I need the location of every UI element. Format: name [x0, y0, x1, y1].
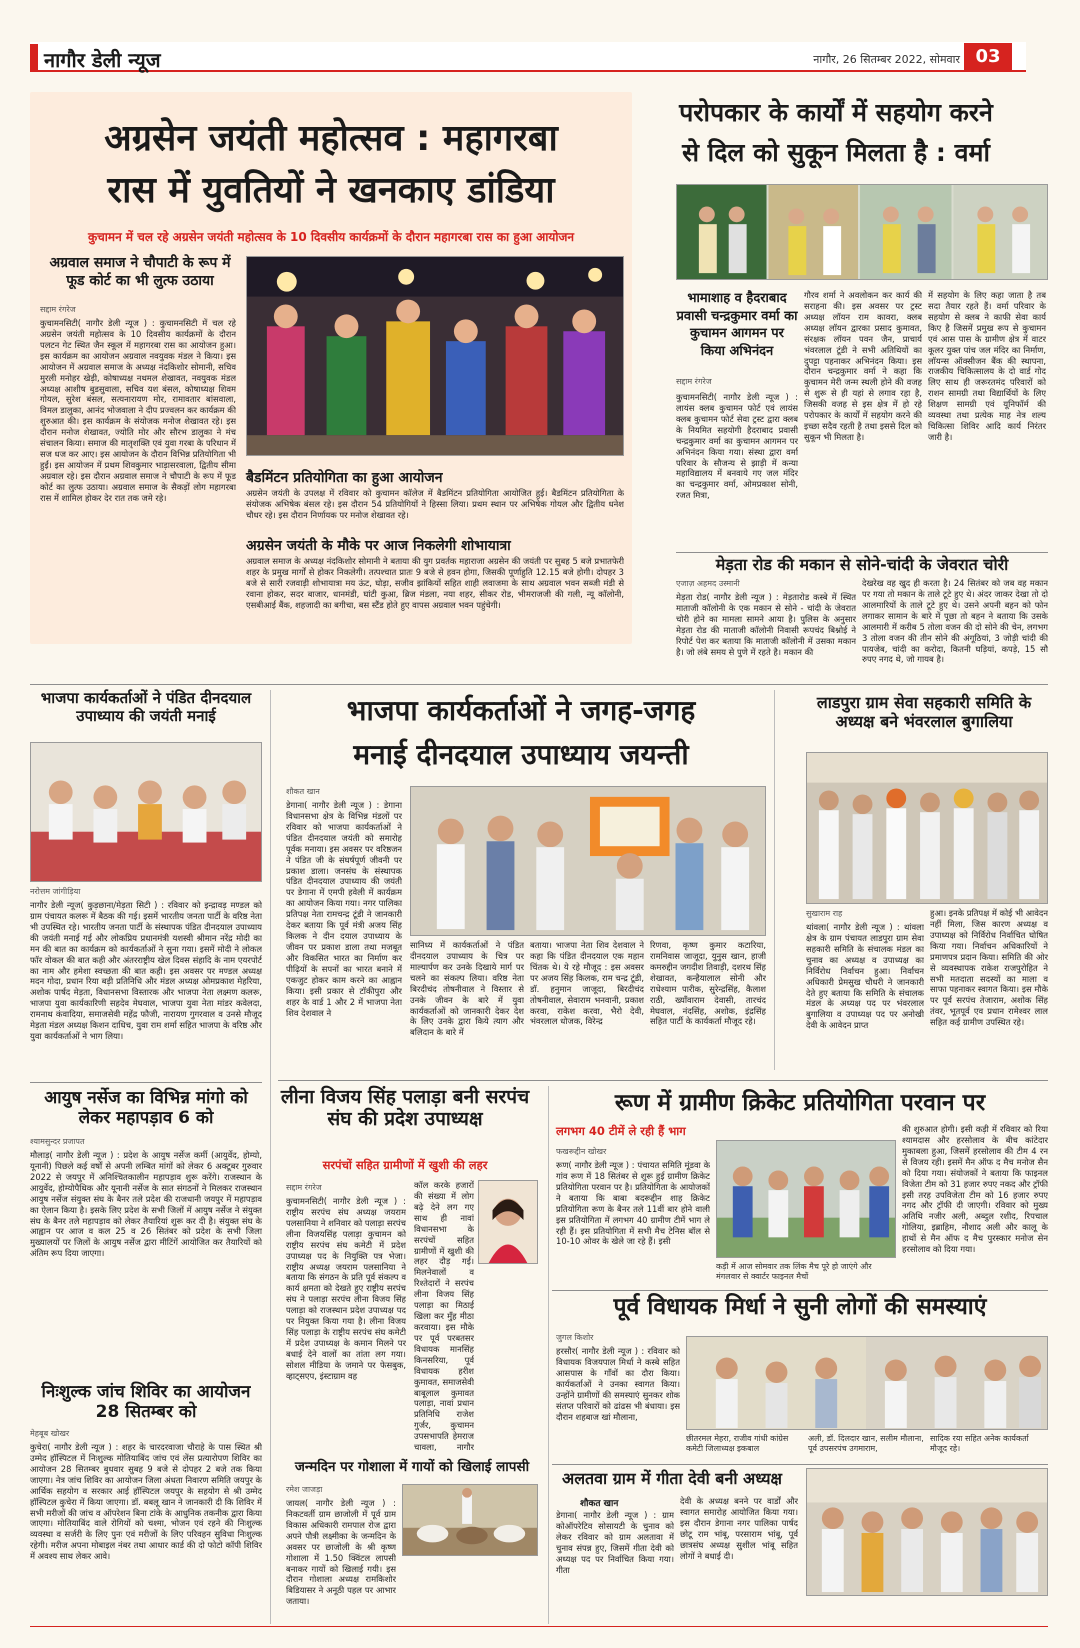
deendayal-center-body-4: रिणवा, कृष्ण कुमार कटारिया, रामनिवास जाजूदा, युनुस खान, हाजी कमरुद्दीन जगदीश तिवाड़ी, दशरथ सिंह शेखावत, कन्हैयालाल सोनी और राधेश्याम पारीक, सुरेन्द्रसिंह, कैलाश राठी, ख्याँवाराम देवासी, तारचंद मेघवाल, नंदसिंह, अशोक, इंद्रसिंह सहित पार्टी के कार्यकर्ता मौजूद रहे।	[650, 940, 766, 1027]
leena-byline: सद्दाम रंगरेज	[286, 1183, 322, 1192]
camp-headline: निःशुल्क जांच शिविर का आयोजन 28 सितम्बर को	[41, 1382, 251, 1423]
deendayal-center-headline-1: भाजपा कार्यकर्ताओं ने जगह-जगह	[346, 694, 696, 727]
paropkar-body-2: गौरव शर्मा ने अवलोकन कर कार्य की सराहना की। इस अवसर पर ट्रस्ट अध्यक्ष लॉयन राम कावरा, क्लब अध्यक्ष लॉयन द्वारका प्रसाद कुमावत, संरक्षक लॉयन पवन जैन, प्राचार्य भंवरलाल टूंडी ने सभी अतिथियों का दुपट्टा पहनाकर अभिनंदन किया। इस दौरान चन्द्रकुमार वर्मा ने कहा कि कुचामन मेरी जन्म स्थली होने की वजह से शुरू से ही यहां से लगाव रहा है, जिसकी वजह से इस क्षेत्र में हो रहे परोपकार के कार्यों में सहयोग करने की इच्छा सदैव रहती है तथा इससे दिल को सुकून भी मिलता है।	[804, 290, 922, 442]
paropkar-byline: सद्दाम रंगरेज	[676, 377, 712, 386]
shobhayatra-head: अग्रसेन जयंती के मौके पर आज निकलेगी शोभायात्रा	[246, 538, 511, 554]
cricket-photo-caption: कड़ी में आज सोमवार तक लिंक मैच पूरे हो जाएंगे और मंगलवार से क्वार्टर फाइनल मैचों	[716, 1262, 872, 1281]
altawa-photo	[806, 1468, 1048, 1596]
mertaroad-headline: मेड़ता रोड की मकान से सोने-चांदी के जेवरात चोरी	[715, 555, 1009, 574]
cricket-subhead: लगभग 40 टीमें ले रही हैं भाग	[556, 1124, 686, 1138]
ayush-body: मौलाड़( नागौर डेली न्यूज ) : प्रदेश के आयुष नर्सेज कर्मी (आयुर्वेद, होम्यो, यूनानी) पिछले कई वर्षों से अपनी लम्बित मांगों को लेकर 6 अक्टूबर गुरुवार 2022 से जयपुर में अनिश्चितकालीन महापड़ाव शुरू करेंगे। राजस्थान के आयुर्वेद, होम्योपैथिक और यूनानी नर्सेज के सात संगठनों ने मिलकर राजस्थान आयुष नर्सेज संयुक्त संघ के बैनर तले प्रदेश की राजधानी जयपुर में महापड़ाव का ऐलान किया है। इसके लिए प्रदेश के सभी जिलों में आयुष नर्सेज ने संयुक्त संघ के बैनर तले महापड़ाव को लेकर तैयारियां शुरू कर दी है। संयुक्त संघ के आह्वान पर आज व कल 25 व 26 सितंबर को प्रदेश के सभी जिला मुख्यालयों पर जिलों के आयुष नर्सेज द्वारा मीटिंगें आयोजित कर तैयारियों को अंतिम रूप दिया जाएगा।	[30, 1150, 262, 1259]
column-rule-right	[774, 690, 775, 1070]
masthead-dateline: नागौर, 26 सितम्बर 2022, सोमवार	[813, 53, 960, 66]
leena-subhead: सरपंचों सहित ग्रामीणों में खुशी की लहर	[322, 1158, 488, 1172]
leena-headline: लीना विजय सिंह पलाड़ा बनी सरपंच संघ की प्रदेश उपाध्यक्ष	[280, 1086, 530, 1131]
deendayal-left-photo	[30, 742, 262, 882]
paropkar-body-1: कुचामनसिटी( नागौर डेली न्यूज ) : लायंस क्लब कुचामन फोर्ट एवं लायंस क्लब कुचामन फोर्ट सेवा ट्रस्ट द्वारा क्लब के नियमित सहयोगी हैदराबाद प्रवासी चन्द्रकुमार वर्मा का कुचामन आगमन पर अभिनंदन किया गया। संस्था द्वारा वर्मा परिवार के सौजन्य से झाड़ी में कन्या महाविद्यालय में बनवाये गए जल मंदिर का चन्द्रकुमार वर्मा, ओमप्रकाश सोनी, रजत मित्रा,	[676, 392, 798, 501]
deendayal-left-byline: नरोत्तम जांगीड़िया	[30, 887, 81, 896]
divider-mid-row	[30, 684, 1048, 685]
mirdha-caption-2: अली, डॉ. दिलदार खान, सलीम मौलाना, पूर्व उपसरपंच उगमाराम,	[808, 1434, 924, 1453]
gaushala-headline: जन्मदिन पर गोशाला में गायों को खिलाई लापसी	[294, 1459, 530, 1475]
altawa-body-1: डेगाना( नागौर डेली न्यूज ) : ग्राम कोऑपरेटिव सोसायटी के चुनाव को लेकर रविवार को ग्राम अलतावा में चुनाव संपन्न हुए, जिसमें गीता देवी को अध्यक्ष पद पर निर्वाचित किया गया। गीता	[556, 1510, 674, 1575]
ladpura-body-1: थांवला( नागौर डेली न्यूज ) : थांवला क्षेत्र के ग्राम पंचायत लाडपुरा ग्राम सेवा सहकारी समिति के संचालक मंडल का चुनाव का अध्यक्ष व उपाध्यक्ष का निर्विरोध निर्वाचन हुआ। निर्वाचन अधिकारी प्रेमसुख चौधरी ने जानकारी देते हुए बताया कि समिति के संचालक मंडल के अध्यक्ष पद पर भंवरलाल बुगालिया व उपाध्यक्ष पद पर अनोखी देवी के आवेदन प्राप्त	[806, 922, 924, 1031]
mertaroad-body-1: मेड़ता रोड( नागौर डेली न्यूज ) : मेड़तारोड कस्बे में स्थित माताजी कॉलोनी के एक मकान से सोने - चांदी के जेवरात चोरी होने का मामला सामने आया है। पुलिस के अनुसार मेड़ता रोड की माताजी कॉलोनी निवासी रूपचंद बिश्नोई ने रिपोर्ट पेश कर बताया कि माताजी कॉलोनी में उसका मकान है। जो लंबे समय से पुणे में रहते है। मकान की	[676, 592, 856, 657]
altawa-byline: शौकत खान	[580, 1499, 619, 1509]
divider-lower-left	[30, 1082, 262, 1083]
paropkar-headline-2: से दिल को सुकून मिलता है : वर्मा	[682, 138, 990, 167]
mirdha-caption-3: सादिक रया सहित अनेक कार्यकर्ता मौजूद रहे।	[930, 1434, 1029, 1453]
altawa-headline: अलतवा ग्राम में गीता देवी बनी अध्यक्ष	[561, 1469, 783, 1488]
paropkar-headline-1: परोपकार के कार्यों में सहयोग करने	[679, 98, 993, 127]
agrasen-side-head: अग्रवाल समाज ने चौपाटी के रूप में फूड कोर्ट का भी लुत्फ उठाया	[49, 255, 231, 290]
cricket-body-2: की शुरुआत होगी। इसी कड़ी में रविवार को रिया श्यामदास और हरसोलाव के बीच कांटेदार मुकाबला हुआ, जिसमें हरसोलाव की टीम 4 रन से विजय रही। इसमें मैन ऑफ द मैच मनोज सैन को दिया गया। संयोजकों ने बताया कि फाइनल विजेता टीम को 31 हजार रुपए नकद और ट्रॉफी इसी तरह उपविजेता टीम को 16 हजार रुपए नगद और ट्रॉफी दी जाएगी। रविवार को मुख्य अतिथि नजीर अली, अब्दुल रशीद, रिपचाल गोलिया, इब्राहिम, नौशाद अली और कालू के हाथों से मैन ऑफ द मैच पुरस्कार मनोज सेन हरसोलाव को दिया गया।	[902, 1124, 1048, 1255]
deendayal-left-body: नागौर डेली न्यूज( कुड़छाना/मेड़ता सिटी ) : रविवार को इन्द्रावड़ मण्डल को ग्राम पंचायत कलरू में बैठक की गई। इसमें भारतीय जनता पार्टी के वरिष्ठ नेता भी उपस्थित रहे। भारतीय जनता पार्टी के संस्थापक पंडित दीनदयाल उपाध्याय की जयंती मनाई गई और लोकप्रिय प्रधानमंत्री यशस्वी श्रीमान नरेंद्र मोदी का मन की बात का कार्यक्रम को कार्यकर्ताओं ने सुना गया। इसमें मोदी ने लोकल फॉर वोकल की बात कही और अंतरराष्ट्रीय खेल दिवस संहादि के नाम एयरपोर्ट का नाम और हमेशा स्वच्छता की बात कही। इस अवसर पर मण्डल अध्यक्ष मदन गोदा, प्रधान रिया बड़ी प्रतिनिधि और मंडल अध्यक्ष ओमप्रकाश मेहरिया, अशोक पार्षद मेड़ता, विधानसभा विस्तारक और भाजपा नेता लक्ष्मण कलरू, भाजपा युवा कार्यकारिणी सहदेव मेघवाल, भाजपा युवा नेता मांडर कवेलदा, रामनाथ कंवादिया, समाजसेवी महेंद्र फौजी, नारायण गुगरवाल व उनसे मौजूद मेड़ता मंडल अध्यक्ष किशन दाधिच, युवा राम शर्मा सहित भाजपा के वरिष्ठ और युवा कार्यकर्ताओं ने भाग लिया।	[30, 900, 262, 1042]
paropkar-photo	[676, 184, 1048, 280]
mirdha-photo	[686, 1336, 1048, 1430]
gaushala-photo	[402, 1484, 538, 1556]
deendayal-center-headline-2: मनाई दीनदयाल उपाध्याय जयन्ती	[353, 738, 689, 771]
mertaroad-byline: एजाज़ अहमद उस्मानी	[676, 579, 740, 588]
mirdha-headline: पूर्व विधायक मिर्धा ने सुनी लोगों की समस्याएं	[613, 1294, 987, 1320]
ladpura-headline: लाडपुरा ग्राम सेवा सहकारी समिति के अध्यक्ष बने भंवरलाल बुगालिया	[816, 693, 1032, 731]
deendayal-center-byline: शौकत खान	[286, 787, 320, 796]
mertaroad-body-2: देखरेख वह खुद ही करता है। 24 सितंबर को जब वह मकान पर गया तो मकान के ताले टूटे हुए थे। अंदर जाकर देखा तो दो आलमारियों के ताले टूटे हुए थे। उसने अपनी बहन को फोन लगाकर सामान के बारे में पूछा तो बहन ने बताया कि उसके आलमारी में करीब 5 तोला वजन की दो सोने की चेन, लगभग 3 तोला वजन की तीन सोने की अंगूठियां, 3 जोड़ी चांदी की पायजेब, चांदी का करोदा, कितनी घड़ियां, कपड़े, 15 सौ रुपए नगद थे, जो गायब है।	[862, 578, 1048, 665]
shobhayatra-body: अग्रवाल समाज के अध्यक्ष नंदकिशोर सोमानी ने बताया की युग प्रवर्तक महाराजा अग्रसेन की जयंती पर सुबह 5 बजे प्रभातफेरी शहर के प्रमुख मार्गों से होकर निकलेगी। तत्पश्चात प्रातः 9 बजे से हवन होगा, जिसकी पूर्णाहुति 12.15 बजे होगी। दोपहर 3 बजे से सारी रजवाड़ी शोभायात्रा मय ऊंट, घोड़ा, सजीव झांकियों सहित शाही लवाजमा के साथ अग्रवाल भवन सब्जी मंडी से रवाना होकर, सदर बाजार, धानमंडी, घांटी कुआ, ब्रिज मंडला, नया शहर, सीकर रोड, भीमराजजी की गली, न्यू कॉलोनी, एसबीआई बैंक, शहजादी का बगीचा, बस स्टैंड होते हुए वापस अग्रवाल भवन पहुंचेगी।	[246, 556, 624, 610]
divider-lower-center	[278, 1080, 1048, 1081]
badminton-head: बैडमिंटन प्रतियोगिता का हुआ आयोजन	[246, 470, 443, 486]
camp-body: कुचेरा( नागौर डेली न्यूज ) : शहर के चारदरवाजा चौराहे के पास स्थित श्री उम्मेद हॉस्पिटल में निःशुल्क मोतियाबिंद जांच एवं लेंस प्रत्यारोपण शिविर का आयोजन 28 सितम्बर बुधवार सुबह 9 बजे से दोपहर 2 बजे तक किया जाएगा। नेत्र जांच शिविर का आयोजन जिला अंधता निवारण समिति जयपुर के आर्थिक सहयोग व सरकार आई हॉस्पिटल जयपुर के सहयोग से श्री उम्मेद हॉस्पिटल कुचेरा में किया जाएगा। डॉ. बबलू खान ने जानकारी दी कि शिविर में सभी मरीजों की जांच व ऑपरेशन बिना टांके के आधुनिक तकनीक द्वारा किया जाएगा। मोतियाबिंद वाले रोगियों को चश्मा, भोजन एवं रहने की निःशुल्क व्यवस्था व सर्जरी के लिए पुनः एवं मरीजों के लिए परिवहन सुविधा निःशुल्क रहेगी। मरीज अपना मोबाइल नंबर तथा आधार कार्ड की दो फोटो कॉपी शिविर में अवश्य साथ लेकर आवे।	[30, 1442, 262, 1562]
ladpura-photo	[806, 752, 1048, 904]
mirdha-body: हरसौर( नागौर डेली न्यूज ) : रविवार को विधायक विजयपाल मिर्धा ने कस्बे सहित आसपास के गाँवों का दौरा किया। कार्यकर्ताओं ने उनका स्वागत किया। उन्होंने ग्रामीणों की समस्याएं सुनकर शोक संतप्त परिवारों को ढांढस भी बंधाया। इस दौरान शहबाज खां मौलाना,	[556, 1346, 680, 1422]
deendayal-center-body-1: डेगाना( नागौर डेली न्यूज ) : डेगाना विधानसभा क्षेत्र के विभिन्न मंडलों पर रविवार को भाजपा कार्यकर्ताओं ने पंडित दीनदयाल जयंती को समारोह पूर्वक मनाया। इस अवसर पर वरिष्ठजन ने पंडित जी के संघर्षपूर्ण जीवनी पर प्रकाश डाला। जनसंघ के संस्थापक पंडित दीनदयाल उपाध्याय की जयंती पर डेगाना में एमपी हवेली में कार्यक्रम का आयोजन किया गया। नगर पालिका प्रतिपक्ष नेता रामचन्द्र टूंडी ने जानकारी देकर बताया कि पूर्व मंत्री अजय सिंह किलक ने दीन दयाल उपाध्याय के जीवन पर प्रकाश डाला तथा मजबूत और विकसित भारत का निर्माण कर पीढ़ियों के सपनों का भारत बनाने में एकजुट होकर काम करने का आह्वान किया। इसी प्रकार से टॉकीपुरा और शहर के वार्ड 1 और 2 में भाजपा नेता शिव देशवाल ने	[286, 800, 402, 1018]
ladpura-body-2: हुआ। इनके प्रतिपक्ष में कोई भी आवेदन नहीं मिला, जिस कारण अध्यक्ष व उपाध्यक्ष को निर्विरोध निर्वाचित घोषित किया गया। निर्वाचन अधिकारियों ने प्रमाणपत्र प्रदान किया। समिति की ओर से व्यवस्थापक राकेश राजपुरोहित ने सभी मतदाता सदस्यों का माला व साफा पहनाकर स्वागत किया। इस मौके पर पूर्व सरपंच तेजाराम, अशोक सिंह तंवर, भूतपूर्व एव प्रधान रामेश्वर लाल सहित कई ग्रामीण उपस्थित रहे।	[930, 908, 1048, 1028]
mirdha-byline: जुगल किशोर	[556, 1333, 594, 1342]
cricket-byline: फखरूद्दीन खोखर	[556, 1147, 607, 1156]
divider-mirdha	[552, 1290, 1048, 1291]
gaushala-body: जायल( नागौर डेली न्यूज ) : निकटवर्ती ग्राम छाजोली में पूर्व ग्राम विकास अधिकारी रामपाल रोज द्वारा अपने पौत्री लक्ष्मीका के जन्मदिन के अवसर पर छाजोली के श्री कृष्ण गोशाला में 1.50 क्विंटल लापसी बनाकर गायों को खिलाई गयी। इस दौरान गोशाला अध्यक्ष रामकिशोर बिडियासर ने अनूठी पहल पर आभार जताया।	[286, 1498, 396, 1607]
ayush-headline: आयुष नर्सेज का विभिन्न मांगो को लेकर महापड़ाव 6 को	[44, 1088, 248, 1129]
leena-portrait	[478, 1180, 538, 1264]
page-number-badge: 03	[964, 43, 1012, 71]
masthead-title: नागौर डेली न्यूज	[44, 48, 161, 72]
column-rule-left	[270, 690, 271, 1624]
gaushala-byline: रमेश जाजड़ा	[286, 1485, 323, 1494]
leena-body-2: कॉल करके हजारों की संख्या में लोग बढ़े देने लग गए साथ ही नावां विधानसभा के सरपंचों सहित ग्रामीणों में खुशी की लहर दौड़ गई। मिलनेवालों व रिश्तेदारों ने सरपंच लीना विजय सिंह पलाड़ा का मिठाई खिला कर मुँह मीठा करवाया। इस मौके पर पूर्व परबतसर विधायक मानसिंह किनसरिया, पूर्व विधायक हरीश कुमावत, समाजसेवी बाबूलाल कुमावत पलाड़ा, नावां प्रधान प्रतिनिधि राजेश गुर्जर, कुचामन उपसभापति हेमराज चावला, नागौर	[414, 1180, 474, 1452]
agrasen-body: कुचामनसिटी( नागौर डेली न्यूज ) : कुचामनसिटी में चल रहे अग्रसेन जयंती महोत्सव के 10 दिवसीय कार्यक्रमों के दौरान पलटन गेट स्थित जैन स्कूल में महागरबा रास का आयोजन हुआ। इस कार्यक्रम का आयोजन अग्रवाल नवयुवक मंडल ने किया। इस आयोजन में अग्रवाल समाज के अध्यक्ष नंदकिशोर सोमानी, सचिव मुरली मनोहर खेड़ी, कोषाध्यक्ष नथमल शेखावत, नवयुवक मंडल अध्यक्ष आशीष बुडसुवाला, सचिव यश बंसल, कोषाध्यक्ष शिवम गोयल, सुरेश बंसल, सत्यनारायण मोर, रामावतार बांसवाला, विमल डालुका, आनंद भोजवाला ने दीप प्रज्वलन कर कार्यक्रम की शुरुआत की। इस कार्यक्रम के संयोजक मनोज शेखावत रहे। इस दौरान मनोज शेखावत, ज्योति मोर और सौरभ डालुका ने मंच संचालन किया। समाज की मातृशक्ति एवं युवा गरबा के परिधान में सज धज कर आए। इस आयोजन के दौरान विभिन्न प्रतियोगिता भी हुईं। इस आयोजन में प्रथम शिवकुमार भाड़ासरवाला, द्वितीय सीमा अग्रवाल रहे। इस दौरान अग्रवाल समाज ने चौपाटी के रूप में फूड कोर्ट का लुत्फ उठाया। अग्रवाल समाज के सैकड़ों लोग महागरबा रास में शामिल होकर देर रात तक जमे रहे।	[40, 318, 236, 503]
badminton-body: अग्रसेन जयंती के उपलक्ष में रविवार को कुचामन कॉलेज में बैडमिंटन प्रतियोगिता आयोजित हुई। बैडमिंटन प्रतियोगिता के संयोजक अभिषेक बंसल रहे। इस दौरान 54 प्रतियोगियों ने हिस्सा लिया। प्रथम स्थान पर अभिषेक गोयल और द्वितीय धनेश चौधर रहे। इस दौरान निर्णायक पर मनोज शेखावत रहे।	[246, 488, 624, 520]
deendayal-center-body-2: सानिध्य में कार्यकर्ताओं ने पंडित दीनदयाल उपाध्याय के चित्र पर माल्यार्पण कर उनके दिखाये मार्ग पर चलने का संकल्प लिया। वरिष्ठ नेता बिरदीचंद तोषनीवाल ने विस्तार से उनके जीवन के बारे में युवा कार्यकर्ताओं को जानकारी देकर देश के लिए उनके द्वारा किये त्याग और बलिदान के बारे में	[410, 940, 524, 1038]
agrasen-headline-1: अग्रसेन जयंती महोत्सव : महागरबा	[104, 118, 558, 159]
agrasen-subhead: कुचामन में चल रहे अग्रसेन जयंती महोत्सव के 10 दिवसीय कार्यक्रमों के दौरान महागरबा रास का हुआ आयोजन	[87, 230, 575, 244]
deendayal-left-headline: भाजपा कार्यकर्ताओं ने पंडित दीनदयाल उपाध्याय की जयंती मनाई	[40, 689, 252, 725]
cricket-body-1: रूण( नागौर डेली न्यूज ) : पंचायत समिति मूंडवा के गांव रूण में 18 सितंबर से शुरू हुई ग्रामीण क्रिकेट प्रतियोगिता परवान पर है। प्रतियोगिता के आयोजकों ने बताया कि बाबा बदरूद्दीन शाह क्रिकेट प्रतियोगिता रूण के बैनर तले 11वीं बार होने वाली इस प्रतियोगिता में लगभग 40 ग्रामीण टीमें भाग ले रही हैं। इस प्रतियोगिता में सभी मैच टेनिस बॉल से 10-10 ओवर के खेले जा रहे हैं। इसी	[556, 1160, 710, 1247]
paropkar-body-3: में सहयोग के लिए कहा जाता है तब सदा तैयार रहते हैं। वर्मा परिवार के सहयोग से क्लब ने काफी सेवा कार्य किए है जिसमें प्रमुख रूप से कुचामन एवं आस पास के ग्रामीण क्षेत्र में वाटर कूलर युक्त पांच जल मंदिर का निर्माण, लॉयन्स ऑक्सीजन बैंक की स्थापना, राजकीय चिकित्सालय के दो वार्ड गोद लिए साथ ही जरूरतमंद परिवारों को राशन सामग्री तथा विद्यार्थियों के लिए शिक्षण सामग्री एवं यूनिफॉर्म की व्यवस्था तथा प्रत्येक माह नेत्र शल्य चिकित्सा शिविर आदि कार्य निरंतर जारी है।	[928, 290, 1046, 442]
divider-mertaroad	[676, 552, 1048, 553]
divider-altawa	[552, 1464, 1048, 1465]
masthead-red-tab	[30, 44, 38, 70]
leena-body-1: कुचामनसिटी( नागौर डेली न्यूज ) : राष्ट्रीय सरपंच संघ अध्यक्ष जयराम पलसानिया ने शनिवार को पलाड़ा सरपंच लीना विजयसिंह पलाड़ा कुचामन को राष्ट्रीय सरपंच संघ कमेटी में प्रदेश उपाध्यक्ष पद के नियुक्ति पत्र भेजा। राष्ट्रीय अध्यक्ष जयराम पलसानिया ने बताया कि संगठन के प्रति पूर्व संकल्प व कार्य क्षमता को देखते हुए राष्ट्रीय सरपंच संघ ने पलाड़ा सरपंच लीना विजय सिंह पलाड़ा को राजस्थान प्रदेश उपाध्यक्ष पद पर नियुक्त किया गया है। लीना विजय सिंह पलाड़ा के राष्ट्रीय सरपंच संघ कमेटी में प्रदेश उपाध्यक्ष के कमान मिलने पर बधाई देने वालों का तांता लग गया। सोशल मीडिया के जमाने पर फेसबुक, व्हाट्सएप, इंस्टाग्राम वह	[286, 1196, 406, 1381]
ladpura-byline: सुखाराम राह	[806, 909, 843, 918]
garba-photo	[246, 256, 624, 456]
altawa-body-2: देवी के अध्यक्ष बनने पर वार्डों और स्वागत समारोह आयोजित किया गया। इस दौरान डेगाना नगर पालिका पार्षद छोटू राम भांबू, परसाराम भांबू, पूर्व छात्रसंघ अध्यक्ष सुशील भांबू सहित लोगों ने बधाई दी।	[680, 1496, 798, 1561]
deendayal-center-photo	[410, 786, 766, 936]
cricket-photo	[716, 1140, 896, 1258]
agrasen-headline-2: रास में युवतियों ने खनकाए डांडिया	[107, 170, 555, 211]
cricket-headline: रूण में ग्रामीण क्रिकेट प्रतियोगिता परवान पर	[614, 1090, 986, 1116]
page-bottom-rule	[30, 1626, 1048, 1627]
paropkar-side-head: भामाशाह व हैदराबाद प्रवासी चन्द्रकुमार वर्मा का कुचामन आगमन पर किया अभिनंदन	[676, 291, 798, 359]
agrasen-byline: सद्दाम रंगरेज	[40, 305, 76, 314]
camp-byline: मेहबूब खोखर	[30, 1429, 70, 1438]
deendayal-center-body-3: बताया। भाजपा नेता शिव देशवाल ने कहा कि पंडित दीनदयाल एक महान चिंतक थे। ये रहे मौजूद : इस अवसर पर अजय सिंह किलक, राम चन्द्र टूंडी, डॉ. हनुमान जाजूदा, बिरदीचंद तोषनीवाल, सेवाराम भनवानी, प्रकाश करवा, राकेश करवा, भैरो देवी, भंवरलाल धोजक, विरेन्द्र	[530, 940, 644, 1027]
mirdha-caption-1: छीतरमल मेहरा, राजीव गांधी कांग्रेस कमेटी जिलाध्यक्ष इकबाल	[686, 1434, 789, 1453]
column-rule-lower	[548, 1086, 549, 1624]
ayush-byline: श्यामसुन्दर प्रजापत	[30, 1137, 85, 1146]
